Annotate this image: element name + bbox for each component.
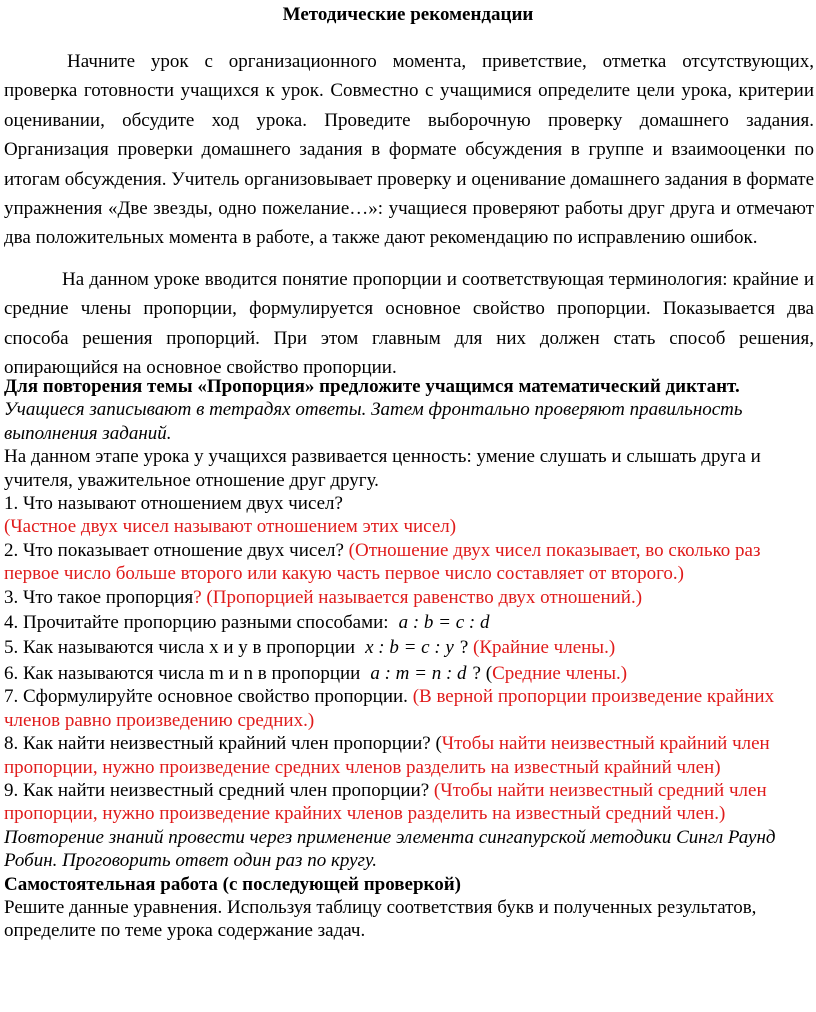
answer-6: Средние члены.) bbox=[492, 662, 628, 684]
proportion-paragraph-text: На данном уроке вводится понятие пропорции и соответствующая терминология: крайние и средние члены пропорции, формулируется основное свойство пропорции. Показывается два способа решения пропорций. При этом главным для них должен стать способ решения, опирающийся на основное свойство пропорции. bbox=[4, 269, 814, 379]
question-5-mark: ? bbox=[459, 637, 469, 659]
question-6-mark: ? ( bbox=[472, 662, 493, 684]
dictation-heading: Для повторения темы «Пропорция» предложите учащимся математический диктант. bbox=[4, 376, 740, 397]
answer-1: (Частное двух чисел называют отношением этих чисел) bbox=[4, 516, 457, 538]
question-9-line bbox=[4, 779, 814, 826]
answer-3: (Пропорцией называется равенство двух отношений.) bbox=[206, 586, 643, 608]
formula-6: a : m = n : d bbox=[370, 662, 467, 684]
question-3: 3. Что такое пропорция bbox=[4, 586, 194, 608]
intro-paragraph bbox=[4, 47, 814, 253]
question-8: 8. Как найти неизвестный крайний член пропорции? ( bbox=[4, 733, 442, 755]
question-8-line bbox=[4, 732, 814, 779]
dictation-note: Учащиеся записывают в тетрадях ответы. Затем фронтально проверяют правильность выполнения заданий. bbox=[4, 399, 743, 444]
question-3-mark: ? bbox=[193, 586, 202, 608]
dictation-section bbox=[4, 375, 814, 943]
question-4: 4. Прочитайте пропорцию разными способами: bbox=[4, 612, 389, 634]
intro-paragraph-text: Начните урок с организационного момента, приветствие, отметка отсутствующих, проверка готовности учащихся к урок. Совместно с учащимися определите цели урока, критерии оценивании, обсудите ход урока. Проведите выборочную проверку домашнего задания. Организация проверки домашнего задания в формате обсуждения в группе и взаимооценки по итогам обсуждения. Учитель организовывает проверку и оценивание домашнего задания в формате упражнения «Две звезды, одно пожелание…»: учащиеся проверяют работы друг друга и отмечают два положительных момента в работе, а также дают рекомендацию по исправлению ошибок. bbox=[4, 51, 814, 249]
question-7-line bbox=[4, 685, 814, 732]
question-1: 1. Что называют отношением двух чисел? bbox=[4, 493, 343, 515]
question-3-line bbox=[4, 586, 814, 609]
independent-work-text: Решите данные уравнения. Используя таблицу соответствия букв и полученных результатов, определите по теме урока содержание задач. bbox=[4, 896, 757, 942]
question-5: 5. Как называются числа x и y в пропорции bbox=[4, 637, 356, 659]
answer-8: Чтобы найти неизвестный крайний член пропорции, нужно произведение средних членов разделить на известный крайний член) bbox=[4, 733, 770, 778]
document-title: Методические рекомендации bbox=[282, 4, 534, 25]
answer-9: (Чтобы найти неизвестный средний член пропорции, нужно произведение крайних членов разделить на известный средний член.) bbox=[4, 779, 767, 825]
question-9: 9. Как найти неизвестный средний член пропорции? bbox=[4, 779, 430, 801]
values-note: На данном этапе урока у учащихся развивается ценность: умение слушать и слышать друга и учителя, уважительное отношение друг другу. bbox=[4, 446, 761, 491]
answer-5: (Крайние члены.) bbox=[473, 637, 616, 659]
formula-4: a : b = c : d bbox=[398, 612, 490, 634]
answer-2: (Отношение двух чисел показывает, во сколько раз первое число больше второго или какую часть первое число составляет от второго.) bbox=[4, 539, 761, 585]
question-2: 2. Что показывает отношение двух чисел? bbox=[4, 539, 344, 561]
question-2-line bbox=[4, 539, 814, 586]
independent-work-heading: Самостоятельная работа (с последующей проверкой) bbox=[4, 873, 461, 895]
answer-7: (В верной пропорции произведение крайних членов равно произведению средних.) bbox=[4, 686, 775, 731]
formula-5: x : b = c : y bbox=[365, 637, 454, 659]
question-7: 7. Сформулируйте основное свойство пропорции. bbox=[4, 686, 408, 708]
question-4-line bbox=[4, 611, 814, 634]
question-6-line bbox=[4, 662, 814, 685]
repeat-note: Повторение знаний провести через применение элемента сингапурской методики Сингл Раунд Робин. Проговорить ответ один раз по кругу. bbox=[4, 826, 776, 872]
proportion-paragraph bbox=[4, 265, 814, 383]
question-6: 6. Как называются числа m и n в пропорции bbox=[4, 662, 361, 684]
question-5-line bbox=[4, 636, 814, 659]
